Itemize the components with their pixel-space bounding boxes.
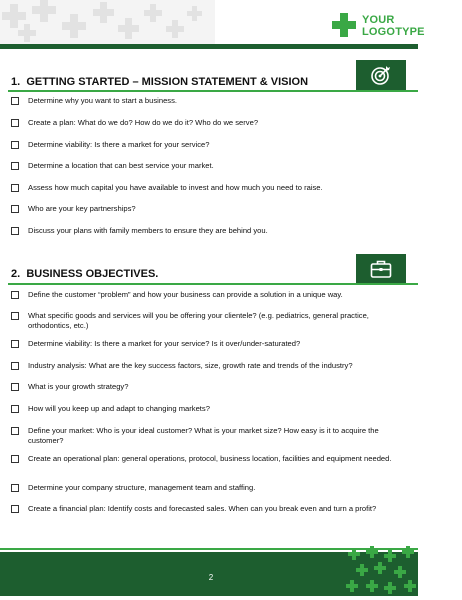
checkbox[interactable] xyxy=(11,227,19,235)
section-2-title: 2. BUSINESS OBJECTIVES. xyxy=(11,268,159,280)
checklist-item: Discuss your plans with family members to ensure they are behind you. xyxy=(11,226,411,236)
checklist-item: Who are your key partnerships? xyxy=(11,204,411,214)
section-2-rule xyxy=(8,283,418,285)
target-icon xyxy=(370,64,392,86)
logo-cross-icon xyxy=(332,13,356,37)
logo-line-2: LOGOTYPE xyxy=(362,26,425,38)
checkbox[interactable] xyxy=(11,162,19,170)
checkbox[interactable] xyxy=(11,383,19,391)
section-2-icon-box xyxy=(356,254,406,284)
checklist-item: Define the customer “problem” and how your business can provide a solution in a unique way. xyxy=(11,290,411,300)
logo-line-1: YOUR xyxy=(362,14,395,26)
checklist-item: Create a financial plan: Identify costs and forecasted sales. When can you break even and turn a profit? xyxy=(11,504,411,514)
checkbox[interactable] xyxy=(11,484,19,492)
checkbox[interactable] xyxy=(11,312,19,320)
checklist-item: How will you keep up and adapt to changing markets? xyxy=(11,404,411,414)
header-bar xyxy=(0,44,418,49)
checklist-item: Determine viability: Is there a market for your service? xyxy=(11,140,411,150)
checkbox[interactable] xyxy=(11,205,19,213)
logo-text xyxy=(362,14,425,38)
checkbox[interactable] xyxy=(11,184,19,192)
checklist-item: Industry analysis: What are the key success factors, size, growth rate and trends of the industry? xyxy=(11,361,411,371)
checkbox[interactable] xyxy=(11,505,19,513)
checklist-item: What is your growth strategy? xyxy=(11,382,411,392)
checkbox[interactable] xyxy=(11,291,19,299)
checkbox[interactable] xyxy=(11,405,19,413)
checklist-item: Determine your company structure, management team and staffing. xyxy=(11,483,411,493)
checkbox[interactable] xyxy=(11,340,19,348)
section-1-rule xyxy=(8,90,418,92)
footer-cross-pattern xyxy=(344,546,418,596)
checklist-item: Determine a location that can best service your market. xyxy=(11,161,411,171)
section-1-title: 1. GETTING STARTED – MISSION STATEMENT & VISION xyxy=(11,76,309,88)
checkbox[interactable] xyxy=(11,455,19,463)
checkbox[interactable] xyxy=(11,141,19,149)
checklist-item: Define your market: Who is your ideal customer? What is your market size? How easy is it to acquire the customer? xyxy=(11,426,411,445)
checkbox[interactable] xyxy=(11,97,19,105)
checkbox[interactable] xyxy=(11,427,19,435)
briefcase-icon xyxy=(370,259,392,279)
checklist-item: Create an operational plan: general operations, protocol, business location, facilities and equipment needed. xyxy=(11,454,411,464)
checklist-item: Assess how much capital you have available to invest and how much you need to raise. xyxy=(11,183,411,193)
checkbox[interactable] xyxy=(11,119,19,127)
checkbox[interactable] xyxy=(11,362,19,370)
checklist-item: Create a plan: What do we do? How do we do it? Who do we serve? xyxy=(11,118,411,128)
page-number: 2 xyxy=(208,573,214,582)
checklist-item: What specific goods and services will you be offering your clientele? (e.g. pediatrics, general practice, orthodontics, etc.) xyxy=(11,311,411,330)
section-1-icon-box xyxy=(356,60,406,90)
header-cross-pattern xyxy=(0,0,215,44)
checklist-item: Determine viability: Is there a market for your service? Is it over/under-saturated? xyxy=(11,339,411,349)
checklist-item: Determine why you want to start a business. xyxy=(11,96,411,106)
